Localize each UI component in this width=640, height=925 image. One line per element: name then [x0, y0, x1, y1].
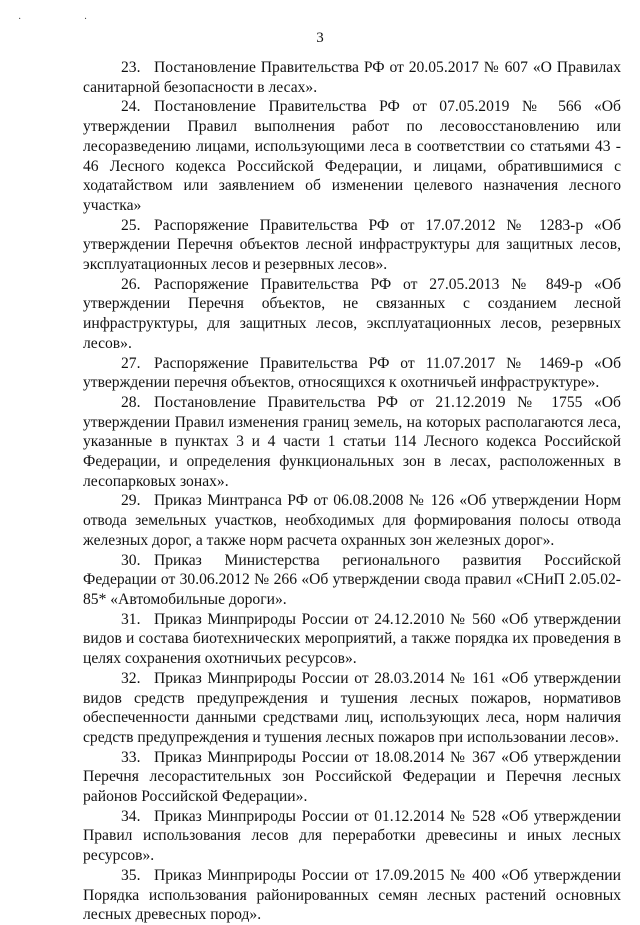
list-item — [83, 491, 621, 550]
list-item — [83, 97, 621, 215]
item-text: Приказ Минприроды России от 17.09.2015 № 400 «Об утверждении Порядка использования районированных семян лесных растений основных лесных древесных пород». — [83, 866, 621, 924]
list-item — [83, 275, 621, 354]
list-item — [83, 610, 621, 669]
item-number: 25. — [121, 216, 141, 234]
item-number: 33. — [121, 748, 141, 766]
item-text: Приказ Минприроды России от 18.08.2014 № 367 «Об утверждении Перечня лесорастительных зон Российской Федерации и Перечня лесных районов Российской Федерации». — [83, 748, 621, 806]
item-text: Приказ Минприроды России от 24.12.2010 № 560 «Об утверждении видов и состава биотехнических мероприятий, а также порядка их проведения в целях сохранения охотничьих ресурсов». — [83, 610, 621, 668]
item-number: 24. — [121, 98, 141, 116]
item-number: 35. — [121, 866, 141, 884]
item-number: 28. — [121, 393, 141, 411]
item-number: 32. — [121, 669, 141, 687]
list-item — [83, 748, 621, 807]
item-text: Постановление Правительства РФ от 20.05.2017 № 607 «О Правилах санитарной безопасности в лесах». — [83, 59, 621, 96]
list-item — [83, 216, 621, 275]
item-number: 34. — [121, 807, 141, 825]
scan-marks: · · — [18, 14, 118, 25]
item-number: 30. — [121, 551, 141, 569]
item-number: 31. — [121, 610, 141, 628]
item-text: Приказ Минприроды России от 01.12.2014 № 528 «Об утверждении Правил использования лесов для переработки древесины и иных лесных ресурсов». — [83, 807, 621, 865]
item-number: 23. — [121, 59, 141, 76]
item-text: Постановление Правительства РФ от 07.05.2019 № 566 «Об утверждении Правил выполнения работ по лесовосстановлению или лесоразведению лицами, использующими леса в соответствии со статьями 43 - 46 Лесного кодекса Российской Федерации, и лицами, обратившимися с ходатайством или заявлением об изменении целевого назначения лесного участка» — [83, 98, 621, 214]
list-item — [83, 866, 621, 925]
item-number: 27. — [121, 354, 141, 372]
item-number: 26. — [121, 275, 141, 293]
item-text: Приказ Министерства регионального развития Российской Федерации от 30.06.2012 № 266 «Об утверждении свода правил «СНиП 2.05.02-85* «Автомобильные дороги». — [83, 551, 621, 608]
item-number: 29. — [121, 492, 141, 510]
list-item — [83, 807, 621, 866]
item-text: Распоряжение Правительства РФ от 17.07.2012 № 1283-р «Об утверждении Перечня объектов лесной инфраструктуры для защитных лесов, эксплуатационных лесов и резервных лесов». — [83, 216, 621, 274]
list-item — [83, 393, 621, 492]
list-item — [83, 58, 621, 97]
list-item — [83, 551, 621, 610]
item-text: Распоряжение Правительства РФ от 11.07.2017 № 1469-р «Об утверждении перечня объектов, относящихся к охотничьей инфраструктуре». — [83, 354, 621, 392]
list-item — [83, 354, 621, 393]
item-text: Постановление Правительства РФ от 21.12.2019 № 1755 «Об утверждении Правил изменения границ земель, на которых располагаются леса, указанные в пунктах 3 и 4 части 1 статьи 114 Лесного кодекса Российской Федерации, и определения функциональных зон в лесах, расположенных в лесопарковых зонах». — [83, 393, 621, 490]
page-number: 3 — [316, 30, 324, 46]
item-text: Распоряжение Правительства РФ от 27.05.2013 № 849-р «Об утверждении Перечня объектов, не связанных с созданием лесной инфраструктуры, для защитных лесов, эксплуатационных лесов, резервных лесов». — [83, 275, 621, 352]
regulation-list — [83, 58, 621, 925]
list-item — [83, 669, 621, 748]
item-text: Приказ Минтранса РФ от 06.08.2008 № 126 «Об утверждении Норм отвода земельных участков, необходимых для формирования полосы отвода железных дорог, а также норм расчета охранных зон железных дорог». — [83, 492, 621, 549]
item-text: Приказ Минприроды России от 28.03.2014 № 161 «Об утверждении видов средств предупреждения и тушения лесных пожаров, нормативов обеспеченности данными средствами лиц, использующих леса, норм наличия средств предупреждения и тушения лесных пожаров при использовании лесов». — [83, 669, 621, 746]
